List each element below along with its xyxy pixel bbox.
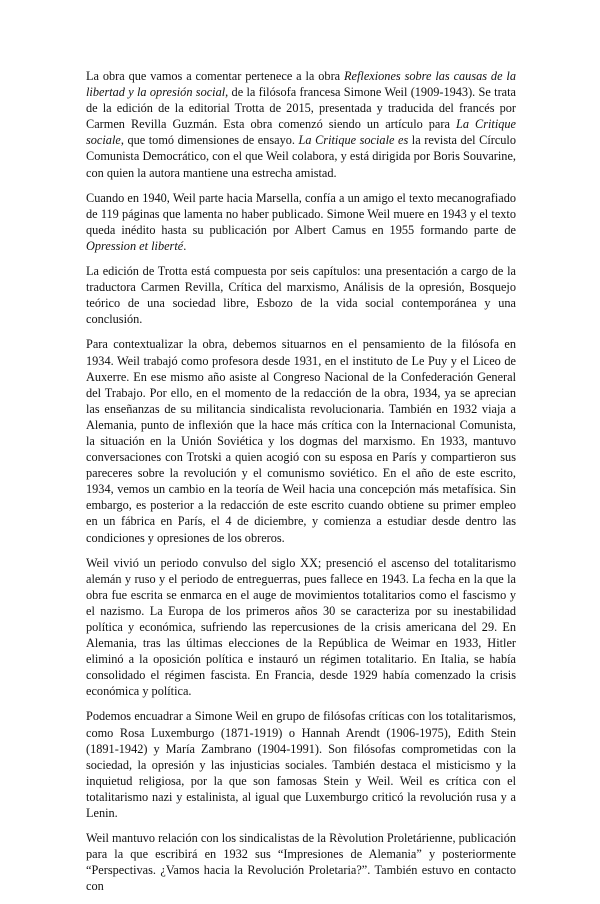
- text-segment: Weil mantuvo relación con los sindicalistas de la Rèvolution Proletárienne, publicación para la que escribirá en 1932 sus “Impresiones de Alemania” y posteriormente “Perspectivas. ¿Vamos hacia la Revolución Proletaria?”. También estuvo en contacto con: [86, 831, 516, 894]
- paragraph-7: [86, 830, 516, 894]
- text-segment: La edición de Trotta está compuesta por seis capítulos: una presentación a cargo de la traductora Carmen Revilla, Crítica del marxismo, Análisis de la opresión, Bosquejo teórico de una sociedad libre, Esbozo de la vida social contemporánea y una conclusión.: [86, 264, 516, 327]
- text-segment: , que tomó dimensiones de ensayo.: [120, 133, 299, 148]
- text-segment: Weil vivió un periodo convulso del siglo XX; presenció el ascenso del totalitarismo alemán y ruso y el periodo de entreguerras, pues fallece en 1943. La fecha en la que la obra fue escrita se enmarca en el auge de movimientos totalitarios como el fascismo y el nazismo. La Europa de los primeros años 30 se caracteriza por su inestabilidad política y económica, sufriendo las repercusiones de la crisis americana del 29. En Alemania, tras las últimas elecciones de la República de Weimar en 1933, Hitler eliminó a la oposición política e instauró un régimen totalitario. En Italia, se había consolidado el régimen fascista. En Francia, desde 1929 había comenzado la crisis económica y política.: [86, 555, 516, 699]
- document-page: [86, 68, 516, 904]
- journal-title: La Critique sociale: [86, 117, 516, 148]
- text-segment: La obra que vamos a comentar pertenece a la obra: [86, 69, 345, 83]
- paragraph-6: [86, 708, 516, 821]
- text-segment: .: [183, 238, 187, 253]
- paragraph-5: [86, 555, 516, 700]
- paragraph-2: [86, 190, 516, 254]
- text-segment: Podemos encuadrar a Simone Weil en grupo de filósofas críticas con los totalitarismos, como Rosa Luxemburgo (1871-1919) o Hannah Arendt (1906-1975), Edith Stein (1891-1942) y María Zambrano (1904-1991). Son filósofas comprometidas con la sociedad, la opresión y las injusticias sociales. También destaca el misticismo y la inquietud religiosa, por la que son famosas Stein y Weil. Weil es crítica con el totalitarismo nazi y estalinista, al igual que Luxemburgo criticó la revolución rusa y a Lenin.: [86, 709, 516, 821]
- book-title: Reflexiones sobre las causas de la libertad y la opresión social: [86, 69, 516, 100]
- book-title: Opression et liberté: [86, 238, 184, 253]
- paragraph-1: [86, 68, 516, 181]
- journal-title: La Critique sociale es: [298, 133, 409, 148]
- text-segment: la revista del Círculo Comunista Democrático, con el que Weil colabora, y está dirigida por Boris Souvarine, con quien la autora mantiene una estrecha amistad.: [86, 133, 517, 180]
- paragraph-4: [86, 336, 516, 545]
- paragraph-3: [86, 263, 516, 327]
- text-segment: , de la filósofa francesa Simone Weil (1909-1943). Se trata de la edición de la editorial Trotta de 2015, presentada y traducida del francés por Carmen Revilla Guzmán. Esta obra comenzó siendo un artículo para: [86, 85, 516, 132]
- text-segment: Para contextualizar la obra, debemos situarnos en el pensamiento de la filósofa en 1934. Weil trabajó como profesora desde 1931, en el instituto de Le Puy y el Liceo de Auxerre. En ese mismo año asiste al Congreso Nacional de la Confederación General del Trabajo. Por ello, en el momento de la redacción de la obra, 1934, ya se aprecian las enseñanzas de su militancia sindicalista revolucionaria. También en 1932 viaja a Alemania, punto de inflexión que la hace más crítica con la Internacional Comunista, la situación en la Unión Soviética y los dogmas del marxismo. En 1933, mantuvo conversaciones con Trotski a quien acogió con su esposa en París y compartieron sus pareceres sobre la revolución y el comunismo soviético. En el año de este escrito, 1934, vemos un cambio en la teoría de Weil hacia una concepción más metafísica. Sin embargo, es posterior a la redacción de este escrito cuando obtiene su primer empleo en un fábrica en París, el 4 de diciembre, y comienza a estudiar desde dentro las condiciones y opresiones de los obreros.: [86, 337, 516, 545]
- text-segment: Cuando en 1940, Weil parte hacia Marsella, confía a un amigo el texto mecanografiado de 119 páginas que lamenta no haber publicado. Simone Weil muere en 1943 y el texto queda inédito hasta su publicación por Albert Camus en 1955 formando parte de: [86, 190, 516, 237]
